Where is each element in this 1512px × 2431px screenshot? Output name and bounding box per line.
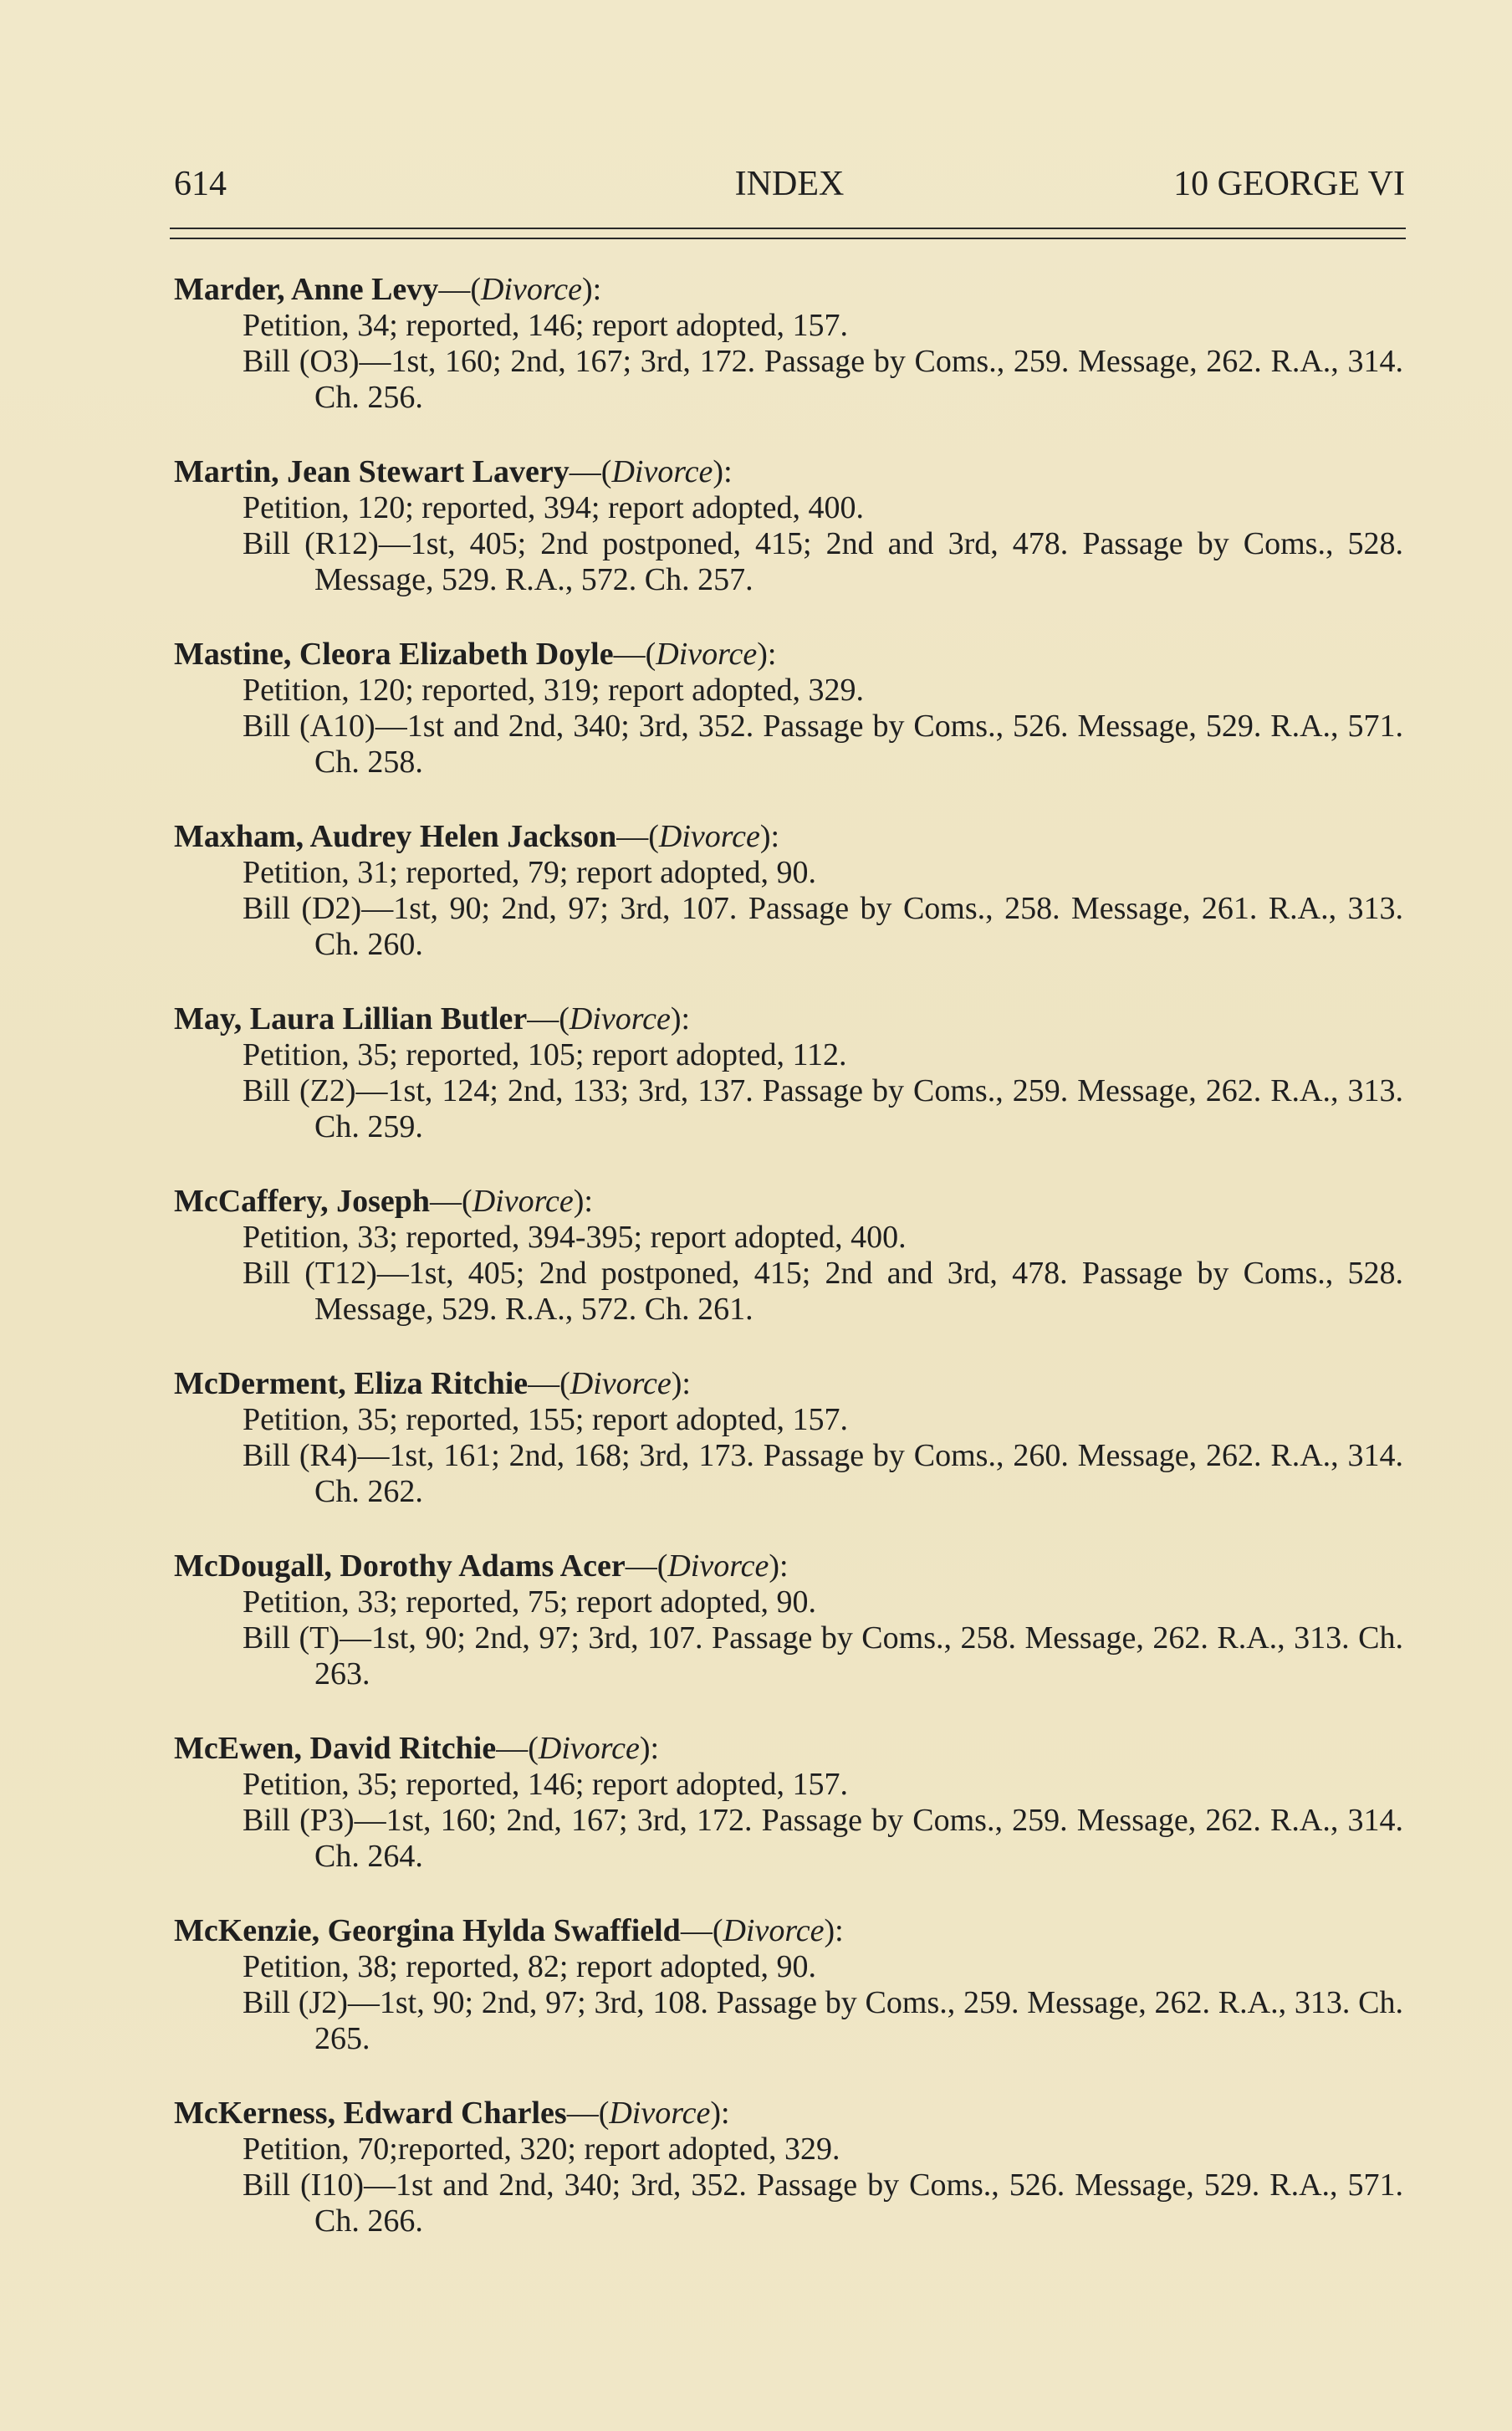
index-entry — [174, 1184, 1412, 1328]
entry-bill: Bill (R4)—1st, 161; 2nd, 168; 3rd, 173. Passage by Coms., 260. Message, 262. R.A., 314. Ch. 262. — [243, 1438, 1403, 1509]
entry-petition: Petition, 33; reported, 75; report adopted, 90. — [243, 1584, 816, 1620]
entry-name: McCaffery, Joseph — [174, 1184, 431, 1219]
entry-name: Martin, Jean Stewart Lavery — [174, 454, 570, 489]
index-entry — [174, 1366, 1412, 1510]
entry-type: Divorce — [658, 819, 760, 854]
entry-bill: Bill (D2)—1st, 90; 2nd, 97; 3rd, 107. Passage by Coms., 258. Message, 261. R.A., 313. Ch. 260. — [243, 891, 1403, 962]
entry-petition: Petition, 31; reported, 79; report adopted, 90. — [243, 855, 816, 890]
entry-name: McDougall, Dorothy Adams Acer — [174, 1548, 626, 1584]
entry-heading: McKerness, Edward Charles—(Divorce): — [174, 2096, 730, 2131]
index-entry — [174, 2096, 1412, 2239]
entry-heading: May, Laura Lillian Butler—(Divorce): — [174, 1001, 691, 1036]
entry-heading: McEwen, David Ritchie—(Divorce): — [174, 1731, 660, 1766]
entry-bill: Bill (R12)—1st, 405; 2nd postponed, 415; 2nd and 3rd, 478. Passage by Coms., 528. Message, 529. R.A., 572. Ch. 257. — [243, 526, 1403, 597]
index-entry — [174, 637, 1412, 780]
entry-heading: McDougall, Dorothy Adams Acer—(Divorce): — [174, 1548, 789, 1584]
entry-heading: McCaffery, Joseph—(Divorce): — [174, 1184, 593, 1219]
index-entry — [174, 819, 1412, 963]
entry-heading: McDerment, Eliza Ritchie—(Divorce): — [174, 1366, 691, 1401]
entry-name: Mastine, Cleora Elizabeth Doyle — [174, 637, 614, 672]
volume-label: 10 GEORGE VI — [1173, 165, 1405, 203]
entry-petition: Petition, 35; reported, 146; report adopted, 157. — [243, 1767, 848, 1802]
index-entry — [174, 1548, 1412, 1692]
entry-bill: Bill (T)—1st, 90; 2nd, 97; 3rd, 107. Passage by Coms., 258. Message, 262. R.A., 313. Ch. 263. — [243, 1620, 1403, 1691]
entry-name: McKerness, Edward Charles — [174, 2096, 567, 2131]
page-header — [174, 159, 1405, 209]
entry-name: Marder, Anne Levy — [174, 272, 439, 307]
entry-type: Divorce — [611, 454, 713, 489]
entry-petition: Petition, 38; reported, 82; report adopted, 90. — [243, 1949, 816, 1984]
entry-heading: Mastine, Cleora Elizabeth Doyle—(Divorce): — [174, 637, 777, 672]
entry-name: McDerment, Eliza Ritchie — [174, 1366, 529, 1401]
entry-type: Divorce — [723, 1913, 825, 1948]
index-entry — [174, 1913, 1412, 2057]
entry-type: Divorce — [656, 637, 758, 672]
entry-petition: Petition, 120; reported, 319; report adopted, 329. — [243, 673, 864, 708]
entry-petition: Petition, 34; reported, 146; report adopted, 157. — [243, 308, 848, 343]
entry-name: May, Laura Lillian Butler — [174, 1001, 528, 1036]
entry-type: Divorce — [569, 1001, 671, 1036]
entry-bill: Bill (T12)—1st, 405; 2nd postponed, 415; 2nd and 3rd, 478. Passage by Coms., 528. Message, 529. R.A., 572. Ch. 261. — [243, 1256, 1403, 1327]
entry-petition: Petition, 35; reported, 105; report adopted, 112. — [243, 1037, 847, 1072]
index-entries — [174, 272, 1412, 2278]
entry-name: McEwen, David Ritchie — [174, 1731, 497, 1766]
index-entry — [174, 1001, 1412, 1145]
entry-type: Divorce — [667, 1548, 769, 1584]
entry-petition: Petition, 35; reported, 155; report adopted, 157. — [243, 1402, 848, 1437]
entry-bill: Bill (J2)—1st, 90; 2nd, 97; 3rd, 108. Passage by Coms., 259. Message, 262. R.A., 313. Ch. 265. — [243, 1985, 1403, 2056]
index-entry — [174, 272, 1412, 416]
entry-bill: Bill (P3)—1st, 160; 2nd, 167; 3rd, 172. Passage by Coms., 259. Message, 262. R.A., 314. Ch. 264. — [243, 1803, 1403, 1874]
page-title: INDEX — [734, 165, 845, 203]
entry-type: Divorce — [570, 1366, 672, 1401]
entry-heading: McKenzie, Georgina Hylda Swaffield—(Divorce): — [174, 1913, 844, 1948]
entry-bill: Bill (A10)—1st and 2nd, 340; 3rd, 352. Passage by Coms., 526. Message, 529. R.A., 571. Ch. 258. — [243, 709, 1403, 780]
entry-type: Divorce — [480, 272, 582, 307]
entry-heading: Maxham, Audrey Helen Jackson—(Divorce): — [174, 819, 780, 854]
entry-type: Divorce — [538, 1731, 640, 1766]
header-double-rule — [170, 228, 1406, 239]
index-entry — [174, 454, 1412, 598]
entry-type: Divorce — [609, 2096, 711, 2131]
entry-heading: Marder, Anne Levy—(Divorce): — [174, 272, 602, 307]
entry-petition: Petition, 70;reported, 320; report adopted, 329. — [243, 2132, 840, 2167]
entry-bill: Bill (I10)—1st and 2nd, 340; 3rd, 352. Passage by Coms., 526. Message, 529. R.A., 571. Ch. 266. — [243, 2167, 1403, 2239]
page-number: 614 — [174, 165, 227, 203]
entry-bill: Bill (O3)—1st, 160; 2nd, 167; 3rd, 172. Passage by Coms., 259. Message, 262. R.A., 314. Ch. 256. — [243, 344, 1403, 415]
entry-name: Maxham, Audrey Helen Jackson — [174, 819, 617, 854]
entry-type: Divorce — [472, 1184, 574, 1219]
entry-petition: Petition, 120; reported, 394; report adopted, 400. — [243, 490, 864, 525]
entry-heading: Martin, Jean Stewart Lavery—(Divorce): — [174, 454, 733, 489]
entry-petition: Petition, 33; reported, 394-395; report adopted, 400. — [243, 1220, 907, 1255]
entry-name: McKenzie, Georgina Hylda Swaffield — [174, 1913, 681, 1948]
entry-bill: Bill (Z2)—1st, 124; 2nd, 133; 3rd, 137. Passage by Coms., 259. Message, 262. R.A., 313. Ch. 259. — [243, 1073, 1403, 1144]
index-entry — [174, 1731, 1412, 1875]
